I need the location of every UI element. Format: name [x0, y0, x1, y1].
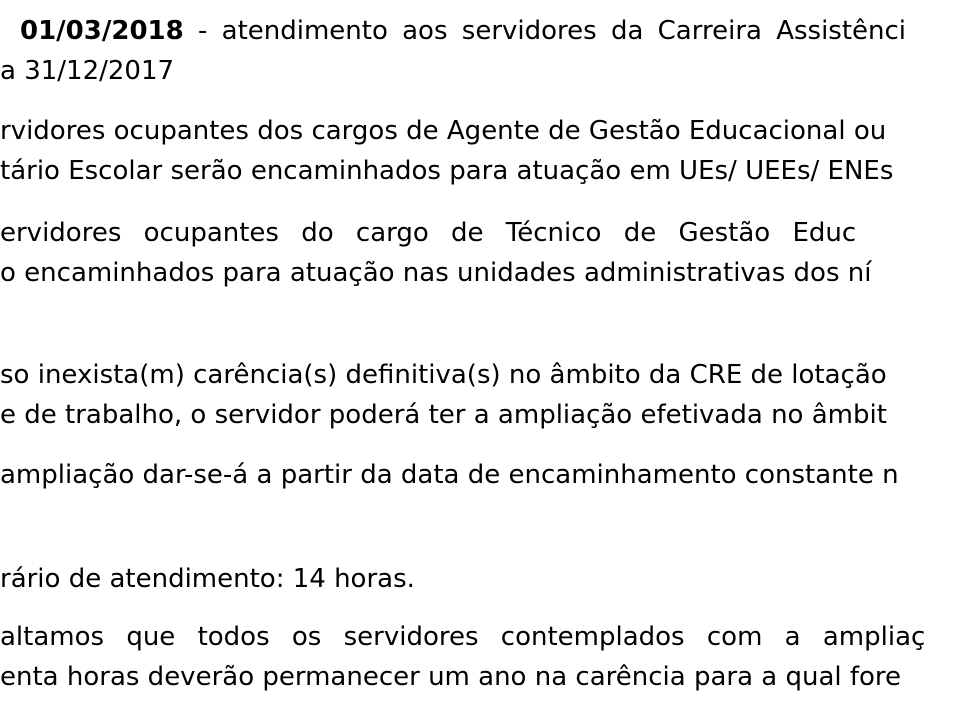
date-line — [20, 18, 906, 44]
text-line: rvidores ocupantes dos cargos de Agente de Gestão Educacional ou — [0, 116, 887, 146]
text-line: so inexista(m) carência(s) definitiva(s) no âmbito da CRE de lotação — [0, 360, 887, 390]
text-line: a 31/12/2017 — [0, 56, 175, 86]
text-line: tário Escolar serão encaminhados para atuação em UEs/ UEEs/ ENEs — [0, 156, 894, 186]
text-line: e de trabalho, o servidor poderá ter a ampliação efetivada no âmbit — [0, 400, 887, 430]
text-line: ervidores ocupantes do cargo de Técnico de Gestão Educ — [0, 218, 857, 248]
text-line: altamos que todos os servidores contemplados com a ampliaç — [0, 622, 926, 652]
text-line: ampliação dar-se-á a partir da data de encaminhamento constante n — [0, 460, 899, 490]
date-bold: 01/03/2018 — [20, 16, 184, 46]
text-line: o encaminhados para atuação nas unidades administrativas dos ní — [0, 258, 872, 288]
date-line-text: - atendimento aos servidores da Carreira Assistênci — [183, 16, 907, 46]
text-line: enta horas deverão permanecer um ano na carência para a qual fore — [0, 662, 902, 692]
text-line: rário de atendimento: 14 horas. — [0, 564, 415, 594]
